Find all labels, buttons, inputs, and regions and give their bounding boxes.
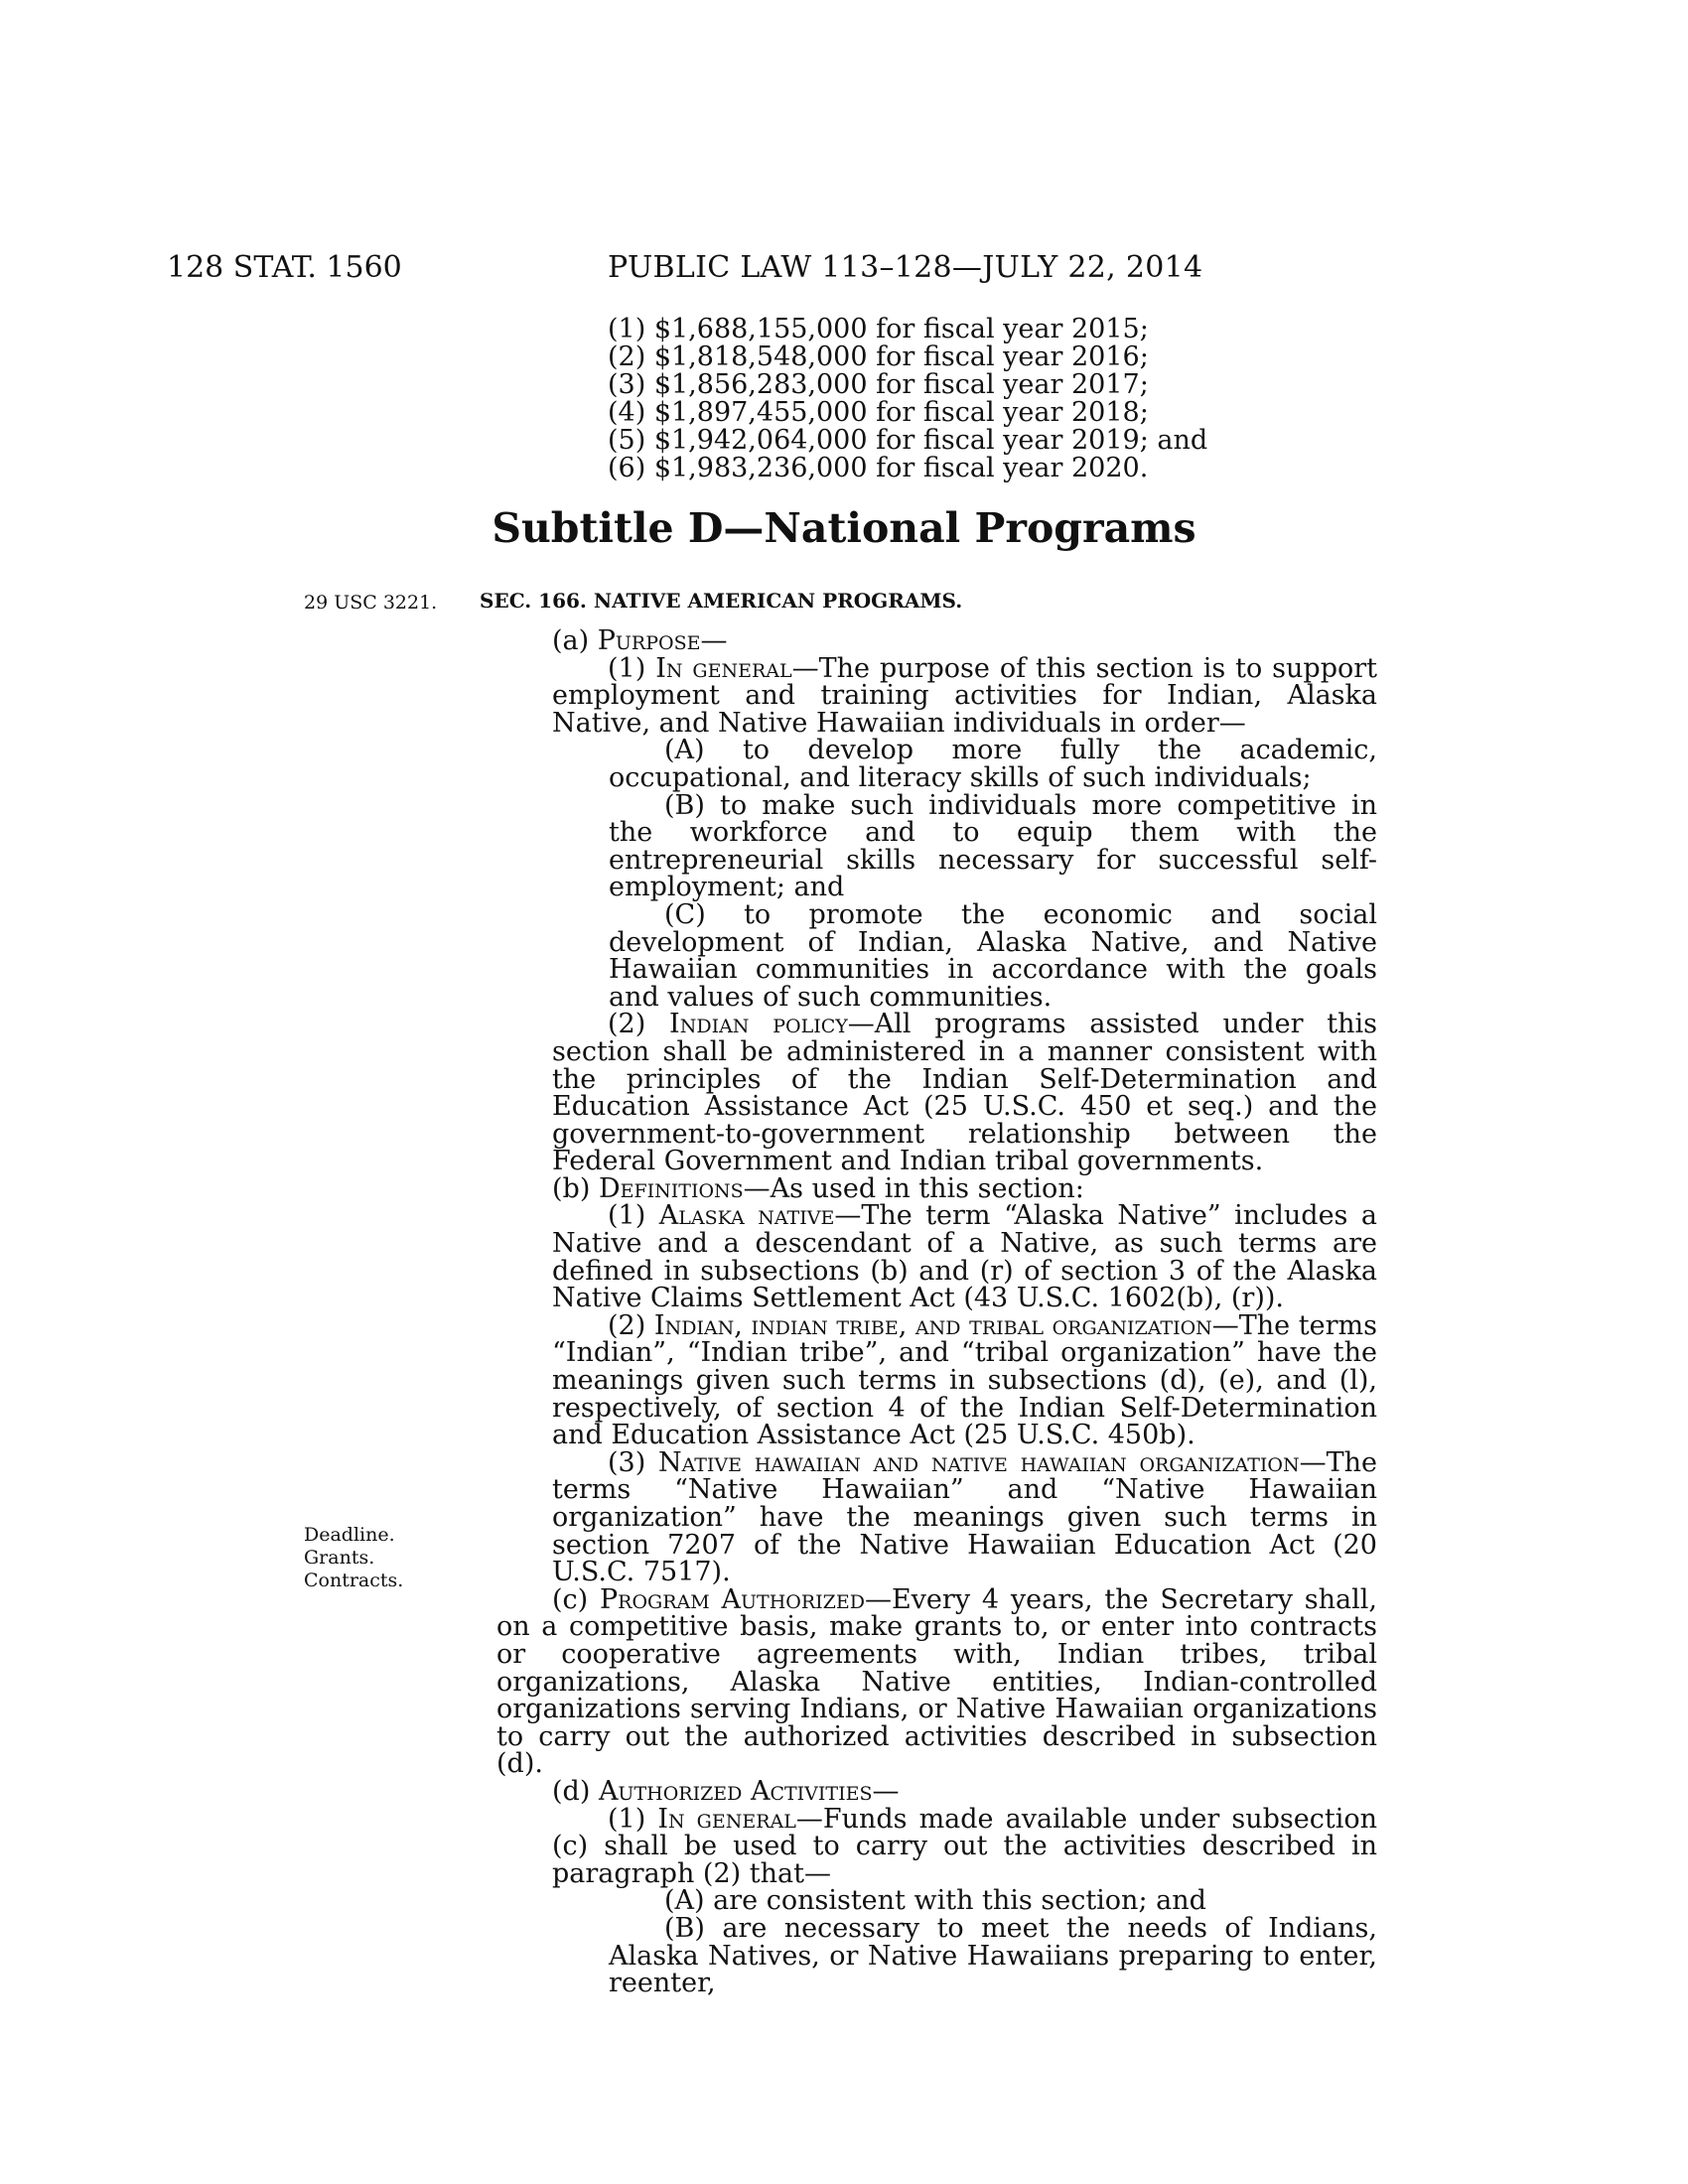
- subsection-b: (b) Definitions—As used in this section:: [552, 1172, 1084, 1204]
- paragraph-b2: (2) Indian, indian tribe, and tribal organization—The terms “Indian”, “Indian tribe”, and “tribal organization” have the meanings given such terms in subsections (d), (e), and (l), respectively, of section 4 of the Indian Self-Determination and Education Assistance Act (25 U.S.C. 450b).: [552, 1309, 1378, 1451]
- subparagraph-a1-B: (B) to make such individuals more competitive in the workforce and to equip them with the entrepreneurial skills necessary for successful self-employment; and: [609, 789, 1377, 903]
- subparagraph-d1-A: (A) are consistent with this section; and: [664, 1885, 1206, 1917]
- appropriations-list: [608, 316, 1207, 482]
- appropriation-item: (4) $1,897,455,000 for fiscal year 2018;: [608, 397, 1149, 428]
- public-law-running-head: PUBLIC LAW 113–128—JULY 22, 2014: [608, 250, 1203, 285]
- subsection-c: (c) Program Authorized—Every 4 years, the Secretary shall, on a competitive basis, make grants to, or enter into contracts or cooperative agreements with, Indian tribes, tribal organizations, Alaska Native entities, Indian-controlled organizations serving Indians, or Native Hawaiian organizations to carry out the authorized activities described in subsection (d).: [496, 1583, 1377, 1780]
- subparagraph-d1-B: (B) are necessary to meet the needs of Indians, Alaska Natives, or Native Hawaiians preparing to enter, reenter,: [609, 1912, 1377, 1999]
- appropriation-item: (2) $1,818,548,000 for fiscal year 2016;: [608, 341, 1149, 372]
- page-header: [0, 250, 1688, 290]
- paragraph-a1: (1) In general—The purpose of this section is to support employment and training activities for Indian, Alaska Native, and Native Hawaiian individuals in order—: [552, 652, 1377, 739]
- subtitle-heading: Subtitle D—National Programs: [492, 504, 1196, 552]
- subsection-d-heading: (d) Authorized Activities—: [552, 1775, 900, 1807]
- appropriation-item: (5) $1,942,064,000 for fiscal year 2019; and: [608, 425, 1208, 456]
- section-heading: SEC. 166. NATIVE AMERICAN PROGRAMS.: [480, 589, 963, 613]
- subparagraph-a1-A: (A) to develop more fully the academic, occupational, and literacy skills of such individuals;: [609, 735, 1377, 793]
- appropriation-item: (3) $1,856,283,000 for fiscal year 2017;: [608, 369, 1149, 400]
- margin-note-contracts: Contracts.: [304, 1570, 404, 1591]
- margin-note-usc: 29 USC 3221.: [304, 592, 438, 614]
- paragraph-b3: (3) Native hawaiian and native hawaiian organization—The terms “Native Hawaiian” and “Native Hawaiian organization” have the meanings given such terms in section 7207 of the Native Hawaiian Education Act (20 U.S.C. 7517).: [552, 1446, 1378, 1588]
- margin-note-group: [304, 1524, 403, 1592]
- subsection-a-heading: (a) Purpose—: [552, 625, 728, 656]
- margin-note-deadline: Deadline.: [304, 1524, 395, 1546]
- appropriation-item: (1) $1,688,155,000 for fiscal year 2015;: [608, 314, 1149, 344]
- stat-page-number: 128 STAT. 1560: [167, 250, 402, 285]
- paragraph-a2: (2) Indian policy—All programs assisted under this section shall be administered in a manner consistent with the principles of the Indian Self-Determination and Education Assistance Act (25 U.S.C. 450 et seq.) and the government-to-government relationship between the Federal Government and Indian tribal governments.: [552, 1009, 1377, 1177]
- section-body: [496, 627, 1377, 1997]
- appropriation-item: (6) $1,983,236,000 for fiscal year 2020.: [608, 453, 1149, 483]
- paragraph-d1: (1) In general—Funds made available under subsection (c) shall be used to carry out the activities described in paragraph (2) that—: [552, 1803, 1378, 1889]
- margin-note-grants: Grants.: [304, 1547, 375, 1569]
- paragraph-b1: (1) Alaska native—The term “Alaska Native” includes a Native and a descendant of a Native, as such terms are defined in subsections (b) and (r) of section 3 of the Alaska Native Claims Settlement Act (43 U.S.C. 1602(b), (r)).: [552, 1200, 1378, 1314]
- subparagraph-a1-C: (C) to promote the economic and social development of Indian, Alaska Native, and Native Hawaiian communities in accordance with the goals and values of such communities.: [609, 898, 1377, 1013]
